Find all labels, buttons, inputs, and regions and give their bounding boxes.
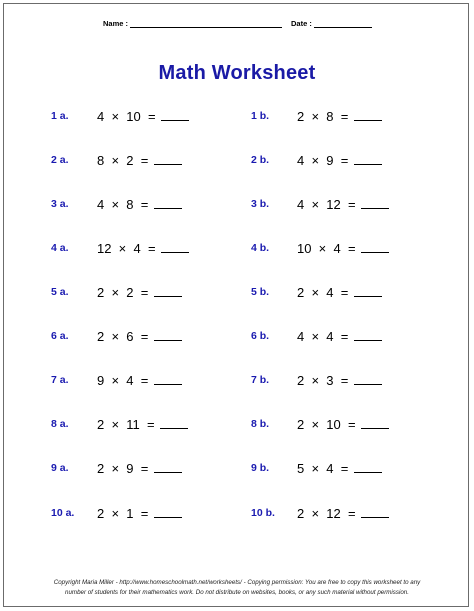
- copyright-footer: [30, 578, 444, 598]
- problem-number: 7 a.: [51, 374, 69, 386]
- problem-b-row: [251, 373, 451, 391]
- answer-blank[interactable]: [354, 286, 382, 297]
- expression-text: 4 × 10 =: [97, 109, 156, 124]
- problem-expression: [97, 285, 182, 300]
- problem-a-row: [51, 241, 251, 259]
- problem-b-row: [251, 417, 451, 435]
- problem-b-row: [251, 329, 451, 347]
- answer-blank[interactable]: [160, 418, 188, 429]
- problem-b-row: [251, 461, 451, 479]
- expression-text: 4 × 9 =: [297, 153, 349, 168]
- expression-text: 4 × 8 =: [97, 197, 149, 212]
- problem-b-row: [251, 241, 451, 259]
- problem-b-row: [251, 153, 451, 171]
- problem-expression: [97, 109, 189, 124]
- expression-text: 4 × 12 =: [297, 197, 356, 212]
- problem-b-row: [251, 285, 451, 303]
- problem-number: 4 a.: [51, 242, 69, 254]
- header-row: [0, 19, 474, 33]
- page-title: Math Worksheet: [158, 62, 316, 84]
- answer-blank[interactable]: [154, 198, 182, 209]
- problem-b-row: [251, 506, 451, 524]
- problem-a-row: [51, 109, 251, 127]
- answer-blank[interactable]: [354, 330, 382, 341]
- problem-a-row: [51, 461, 251, 479]
- answer-blank[interactable]: [154, 330, 182, 341]
- problem-number: 10 b.: [251, 507, 275, 519]
- problem-number: 9 b.: [251, 462, 270, 474]
- date-line: [314, 27, 372, 28]
- expression-text: 12 × 4 =: [97, 241, 156, 256]
- footer-line-2: number of students for their mathematics work. Do not distribute on websites, books, or any such material without permission.: [65, 589, 409, 596]
- problem-number: 9 a.: [51, 462, 69, 474]
- expression-text: 2 × 3 =: [297, 373, 349, 388]
- problem-number: 8 b.: [251, 418, 270, 430]
- answer-blank[interactable]: [154, 154, 182, 165]
- problem-number: 1 b.: [251, 110, 270, 122]
- problem-expression: [297, 285, 382, 300]
- answer-blank[interactable]: [154, 462, 182, 473]
- problem-a-row: [51, 373, 251, 391]
- problem-number: 2 b.: [251, 154, 270, 166]
- expression-text: 9 × 4 =: [97, 373, 149, 388]
- problem-expression: [97, 329, 182, 344]
- problem-expression: [297, 373, 382, 388]
- problem-a-row: [51, 197, 251, 215]
- name-line: [130, 27, 282, 28]
- problem-number: 5 b.: [251, 286, 270, 298]
- footer-line-1: Copyright Maria Miller - http://www.homeschoolmath.net/worksheets/ - Copying permission: You are free to copy this worksheet to any: [53, 579, 421, 586]
- expression-text: 10 × 4 =: [297, 241, 356, 256]
- problem-expression: [297, 329, 382, 344]
- problem-number: 4 b.: [251, 242, 270, 254]
- problem-expression: [297, 461, 382, 476]
- expression-text: 2 × 1 =: [97, 506, 149, 521]
- problem-expression: [297, 197, 389, 212]
- problem-b-row: [251, 109, 451, 127]
- expression-text: 2 × 10 =: [297, 417, 356, 432]
- name-label: Name :: [103, 19, 129, 28]
- problem-b-row: [251, 197, 451, 215]
- problem-number: 7 b.: [251, 374, 270, 386]
- answer-blank[interactable]: [361, 507, 389, 518]
- expression-text: 2 × 2 =: [97, 285, 149, 300]
- problem-expression: [297, 109, 382, 124]
- expression-text: 2 × 9 =: [97, 461, 149, 476]
- answer-blank[interactable]: [361, 418, 389, 429]
- problem-expression: [97, 241, 189, 256]
- problem-a-row: [51, 329, 251, 347]
- problem-expression: [97, 417, 188, 432]
- problem-number: 1 a.: [51, 110, 69, 122]
- expression-text: 2 × 4 =: [297, 285, 349, 300]
- problem-number: 8 a.: [51, 418, 69, 430]
- problem-expression: [297, 417, 389, 432]
- problem-number: 10 a.: [51, 507, 75, 519]
- answer-blank[interactable]: [361, 242, 389, 253]
- problem-number: 3 b.: [251, 198, 270, 210]
- answer-blank[interactable]: [161, 242, 189, 253]
- date-label: Date :: [291, 19, 312, 28]
- expression-text: 8 × 2 =: [97, 153, 149, 168]
- answer-blank[interactable]: [354, 462, 382, 473]
- answer-blank[interactable]: [354, 154, 382, 165]
- problem-number: 6 b.: [251, 330, 270, 342]
- expression-text: 4 × 4 =: [297, 329, 349, 344]
- problem-expression: [97, 461, 182, 476]
- problem-expression: [97, 506, 182, 521]
- expression-text: 2 × 12 =: [297, 506, 356, 521]
- answer-blank[interactable]: [354, 374, 382, 385]
- problem-number: 6 a.: [51, 330, 69, 342]
- expression-text: 5 × 4 =: [297, 461, 349, 476]
- problem-a-row: [51, 417, 251, 435]
- problem-a-row: [51, 153, 251, 171]
- problem-expression: [97, 153, 182, 168]
- problem-expression: [297, 506, 389, 521]
- expression-text: 2 × 6 =: [97, 329, 149, 344]
- problem-expression: [297, 153, 382, 168]
- problem-expression: [297, 241, 389, 256]
- answer-blank[interactable]: [354, 110, 382, 121]
- problem-a-row: [51, 285, 251, 303]
- answer-blank[interactable]: [154, 286, 182, 297]
- problem-expression: [97, 197, 182, 212]
- expression-text: 2 × 11 =: [97, 417, 155, 432]
- problem-number: 5 a.: [51, 286, 69, 298]
- problem-number: 2 a.: [51, 154, 69, 166]
- answer-blank[interactable]: [361, 198, 389, 209]
- problem-number: 3 a.: [51, 198, 69, 210]
- answer-blank[interactable]: [154, 507, 182, 518]
- answer-blank[interactable]: [161, 110, 189, 121]
- problem-a-row: [51, 506, 251, 524]
- problem-expression: [97, 373, 182, 388]
- expression-text: 2 × 8 =: [297, 109, 349, 124]
- answer-blank[interactable]: [154, 374, 182, 385]
